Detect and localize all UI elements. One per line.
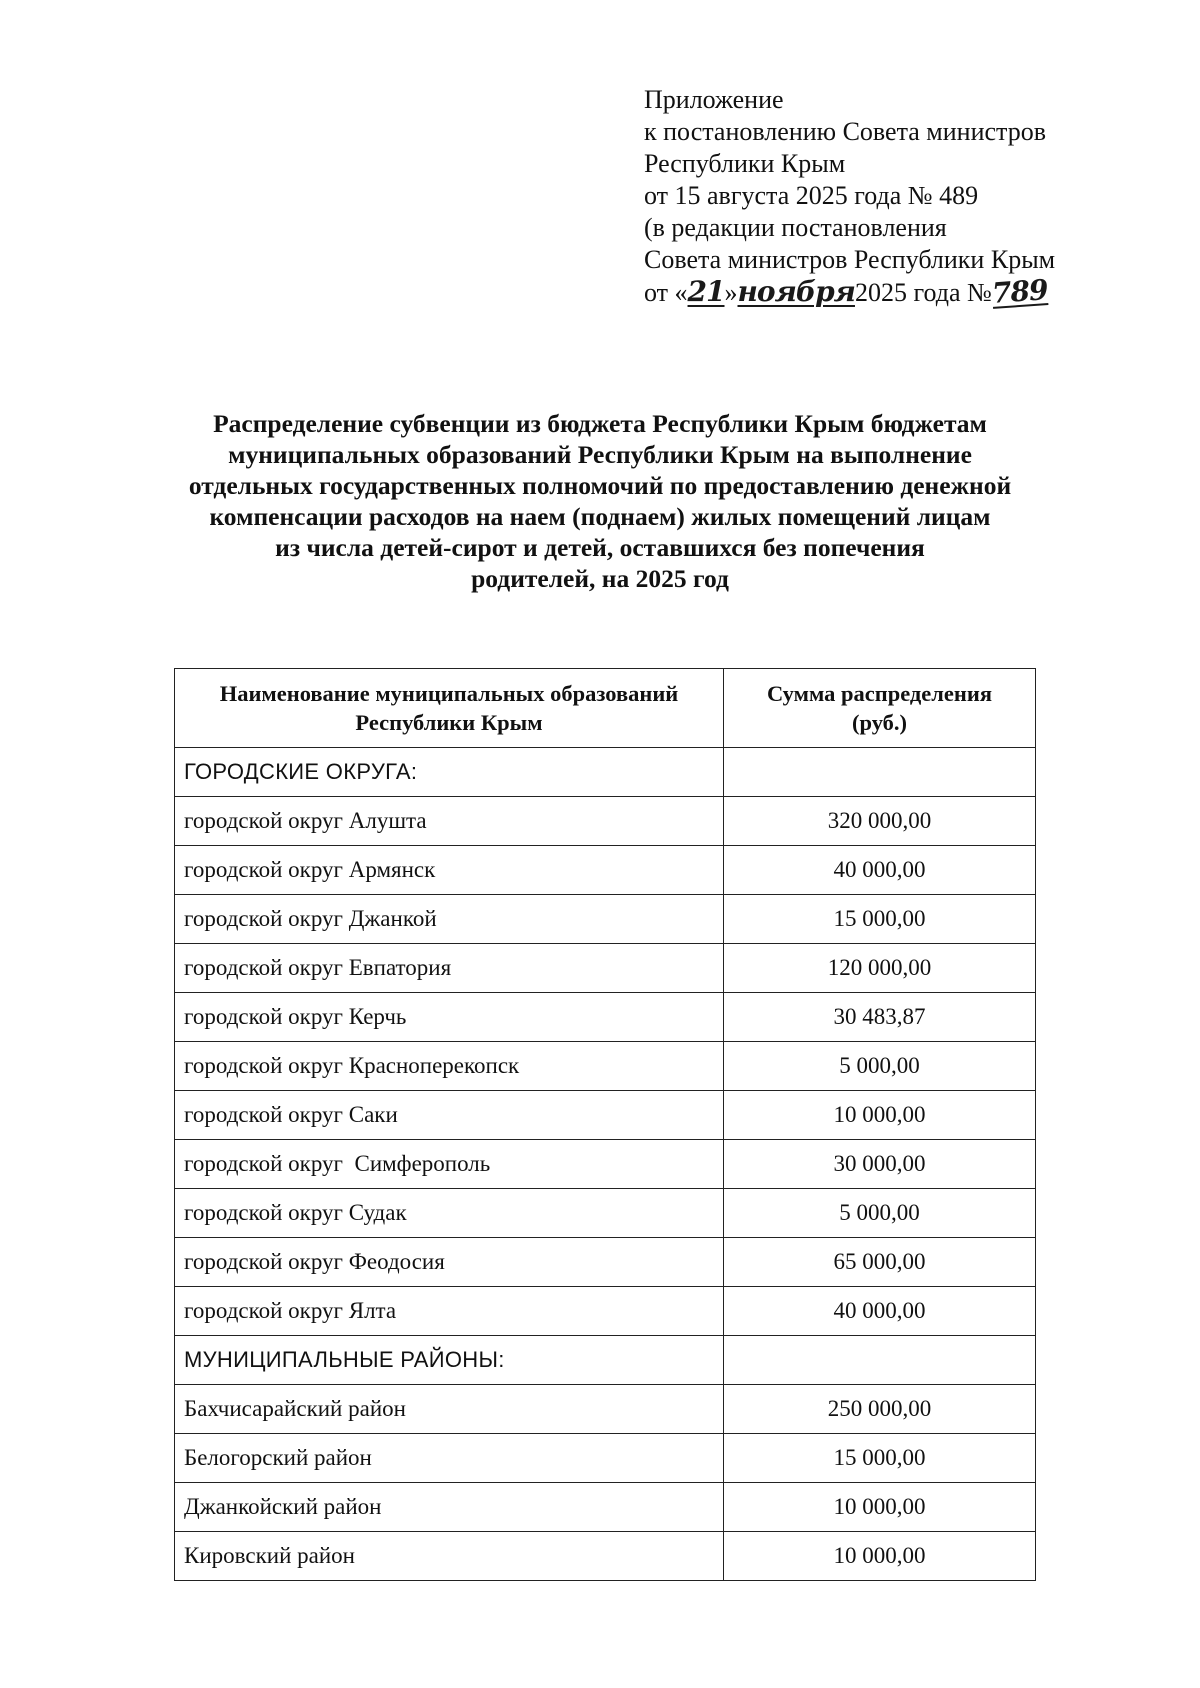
municipality-name: Бахчисарайский район [175, 1385, 724, 1434]
amount-cell [724, 1336, 1036, 1385]
table-row [175, 1287, 1036, 1336]
amount-cell: 30 000,00 [724, 1140, 1036, 1189]
amount-cell: 5 000,00 [724, 1042, 1036, 1091]
date-quote: » [724, 278, 738, 307]
handwritten-month: ноября [737, 275, 855, 308]
amount-cell: 65 000,00 [724, 1238, 1036, 1287]
table-section-row [175, 748, 1036, 797]
header-name-line: Республики Крым [355, 710, 543, 735]
municipality-name: МУНИЦИПАЛЬНЫЕ РАЙОНЫ: [175, 1336, 724, 1385]
municipality-name: городской округ Джанкой [175, 895, 724, 944]
date-suffix: 2025 года № [854, 278, 992, 307]
appendix-block [644, 84, 1164, 309]
municipality-name: городской округ Ялта [175, 1287, 724, 1336]
municipality-name: городской округ Красноперекопск [175, 1042, 724, 1091]
amount-cell: 10 000,00 [724, 1532, 1036, 1581]
header-name-cell [175, 669, 724, 748]
table-row [175, 1385, 1036, 1434]
table-row [175, 1532, 1036, 1581]
table-section-row [175, 1336, 1036, 1385]
table-row [175, 1434, 1036, 1483]
municipality-name: городской округ Армянск [175, 846, 724, 895]
title-line: отдельных государственных полномочий по предоставлению денежной [188, 471, 1012, 500]
amount-cell: 40 000,00 [724, 1287, 1036, 1336]
appendix-line: (в редакции постановления [644, 213, 947, 242]
amount-cell: 120 000,00 [724, 944, 1036, 993]
table-row [175, 1483, 1036, 1532]
municipality-name: городской округ Феодосия [175, 1238, 724, 1287]
title-line: родителей, на 2025 год [471, 564, 729, 593]
table-row [175, 993, 1036, 1042]
municipality-name: городской округ Евпатория [175, 944, 724, 993]
title-line: компенсации расходов на наем (поднаем) жилых помещений лицам [209, 502, 991, 531]
header-amount-line: (руб.) [851, 710, 908, 735]
title-line: муниципальных образований Республики Крым на выполнение [228, 440, 972, 469]
header-name-line: Наименование муниципальных образований [219, 681, 679, 706]
amount-cell: 10 000,00 [724, 1091, 1036, 1140]
municipality-name: Джанкойский район [175, 1483, 724, 1532]
amount-cell: 15 000,00 [724, 1434, 1036, 1483]
municipality-name: городской округ Алушта [175, 797, 724, 846]
table-row [175, 1189, 1036, 1238]
table-row [175, 1091, 1036, 1140]
municipality-name: Кировский район [175, 1532, 724, 1581]
amount-cell: 5 000,00 [724, 1189, 1036, 1238]
table-row [175, 797, 1036, 846]
amount-cell [724, 748, 1036, 797]
amount-cell: 10 000,00 [724, 1483, 1036, 1532]
municipality-name: городской округ Саки [175, 1091, 724, 1140]
appendix-line: Совета министров Республики Крым [644, 245, 1056, 274]
appendix-line: Республики Крым [644, 149, 846, 178]
handwritten-day: 21 [687, 275, 725, 308]
amount-cell: 30 483,87 [724, 993, 1036, 1042]
document-title [160, 408, 1040, 594]
amount-cell: 320 000,00 [724, 797, 1036, 846]
distribution-table [174, 668, 1036, 1581]
municipality-name: Белогорский район [175, 1434, 724, 1483]
appendix-line: Приложение [644, 85, 784, 114]
date-prefix: от « [644, 278, 688, 307]
municipality-name: городской округ Судак [175, 1189, 724, 1238]
table-row [175, 895, 1036, 944]
table-row [175, 1238, 1036, 1287]
table-row [175, 1140, 1036, 1189]
table-row [175, 944, 1036, 993]
amount-cell: 15 000,00 [724, 895, 1036, 944]
table-row [175, 846, 1036, 895]
header-amount-line: Сумма распределения [766, 681, 992, 706]
amount-cell: 40 000,00 [724, 846, 1036, 895]
table-row [175, 1042, 1036, 1091]
municipality-name: городской округ Симферополь [175, 1140, 724, 1189]
appendix-line: от 15 августа 2025 года № 489 [644, 181, 979, 210]
handwritten-number: 789 [990, 273, 1049, 310]
table-header-row [175, 669, 1036, 748]
title-line: Распределение субвенции из бюджета Республики Крым бюджетам [213, 409, 987, 438]
title-line: из числа детей-сирот и детей, оставшихся без попечения [275, 533, 925, 562]
header-amount-cell [724, 669, 1036, 748]
amount-cell: 250 000,00 [724, 1385, 1036, 1434]
appendix-line: к постановлению Совета министров [644, 117, 1046, 146]
municipality-name: городской округ Керчь [175, 993, 724, 1042]
appendix-date-line [644, 273, 1164, 310]
municipality-name: ГОРОДСКИЕ ОКРУГА: [175, 748, 724, 797]
